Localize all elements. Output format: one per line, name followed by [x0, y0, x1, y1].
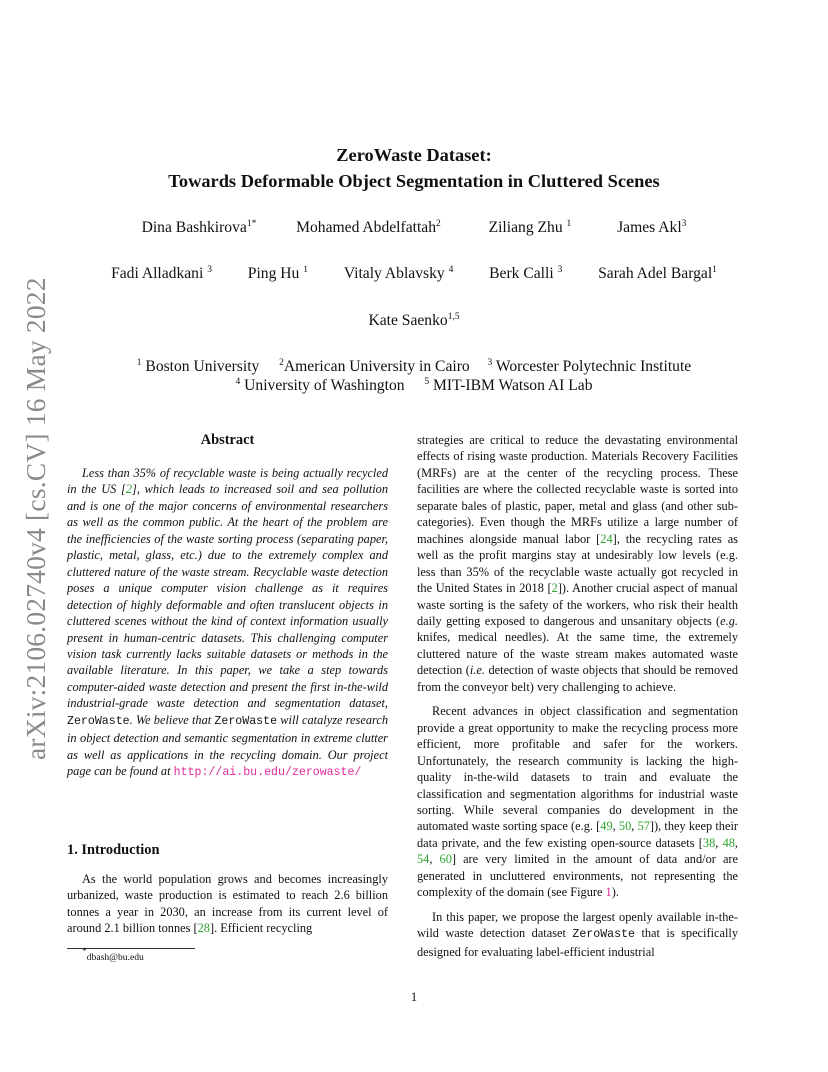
citation-link[interactable]: 2	[551, 581, 558, 596]
section-heading-introduction: 1. Introduction	[67, 842, 160, 858]
citation-link[interactable]: 24	[600, 531, 613, 546]
page-number: 1	[410, 990, 418, 1004]
project-url-link[interactable]: http://ai.bu.edu/zerowaste/	[173, 766, 362, 780]
citation-link[interactable]: 54	[417, 852, 430, 867]
citation-link[interactable]: 50	[618, 819, 632, 834]
citation-link[interactable]: 48	[722, 835, 735, 850]
author: Ping Hu $^1$	[247, 265, 308, 282]
dataset-name: ZeroWaste	[572, 928, 635, 942]
arxiv-stamp: arXiv:2106.02740v4 [cs.CV] 16 May 2022	[20, 277, 51, 760]
paragraph: In this paper, we propose the largest openly available in-the-wild waste detection dataset ZeroWaste that is specifically designed for evaluating label-efficient industrial	[417, 909, 738, 959]
citation-link[interactable]: 60	[439, 852, 452, 867]
abstract-heading: Abstract	[200, 432, 255, 448]
author: Kate Saenko$^{1,5}$	[368, 312, 460, 329]
citation-link[interactable]: 2	[125, 482, 133, 497]
author: Mohamed Abdelfattah$^2$	[296, 219, 441, 236]
author: Ziliang Zhu $^1$	[488, 219, 572, 236]
title-line-1: ZeroWaste Dataset:	[336, 145, 492, 165]
paragraph: Recent advances in object classification and segmentation provide a great opportunity to make the recycling process more efficient, more profitable and safer for the workers. Unfortunately, the research community is lacking the high-quality in-the-wild datasets to train and evaluate the classification and segmentation algorithms for industrial waste sorting. While several companies do development in the automated waste sorting space (e.g. [49, 50, 57]), they keep their data private, and the few existing open-source datasets [38, 48, 54, 60] are very limited in the amount of data and/or are generated in uncluttered environments, not representing the complexity of the domain (see Figure 1).	[417, 704, 739, 900]
paper-title	[0, 142, 828, 194]
author: Fadi Alladkani $^3$	[111, 265, 212, 282]
paragraph: strategies are critical to reduce the devastating environmental effects of rising waste production. Materials Recovery Facilities (MRFs) are at the center of the recycling process. These facilities are where the collected recyclable waste is sorted into separate bales of plastic, paper, metal and glass (and other sub-categories). Even though the MRFs utilize a large number of machines alongside manual labor [24], the recycling rates as well as the profit margins stay at undesirably low levels (e.g. less than 35% of the recyclable waste actually got recycled in the United States in 2018 [2]). Another crucial aspect of manual waste sorting is the safety of the workers, who risk their health daily getting exposed to dangerous and unsanitary objects (e.g. knifes, medical needles). At the same time, the extremely cluttered nature of the waste stream makes automated waste detection (i.e. detection of waste objects that should be removed from the conveyor belt) very challenging to achieve.	[417, 433, 738, 694]
author: Vitaly Ablavsky $^4$	[343, 265, 454, 282]
title-line-2: Towards Deformable Object Segmentation in Cluttered Scenes	[168, 171, 660, 191]
dataset-name: ZeroWaste	[214, 714, 278, 728]
introduction-body	[67, 871, 388, 937]
affiliations-line-2: $^4$ University of Washington $^5$ MIT-IBM Watson AI Lab	[235, 377, 593, 394]
citation-link[interactable]: 28	[197, 921, 210, 936]
citation-link[interactable]: 57	[637, 819, 650, 834]
author: Sarah Adel Bargal$^1$	[598, 265, 717, 282]
author: James Akl$^3$	[617, 219, 687, 236]
affiliations-line-1: $^1$ Boston University $^2$American University in Cairo $^3$ Worcester Polytechnic Institute	[136, 358, 692, 375]
citation-link[interactable]: 38	[702, 835, 716, 850]
abstract-paragraph: Less than 35% of recyclable waste is being actually recycled in the US [2], which leads to increased soil and sea pollution and is one of the major concerns of environmental researchers as well as the common public. At the heart of the problem are the inefficiencies of the waste sorting process (separating paper, plastic, metal, glass, etc.) due to the extremely complex and cluttered nature of the waste stream. Recyclable waste detection poses a unique computer vision challenge as it requires detection of highly deformable and often translucent objects in cluttered scenes without the kind of context information usually present in human-centric datasets. This challenging computer vision task currently lacks suitable datasets or methods in the available literature. In this paper, we take a step towards computer-aided waste detection and present the first in-the-wild industrial-grade waste detection and segmentation dataset, ZeroWaste. We believe that ZeroWaste will catalyze research in object detection and semantic segmentation in extreme clutter as well as applications in the recycling domain. Our project page can be found at http://ai.bu.edu/zerowaste/	[67, 466, 388, 780]
author: Berk Calli $^3$	[489, 265, 563, 282]
intro-paragraph: As the world population grows and becomes increasingly urbanized, waste production is estimated to reach 2.6 billion tonnes a year in 2030, an increase from its current level of around 2.1 billion tonnes [28]. Efficient recycling	[67, 872, 388, 936]
authors-row-3	[0, 312, 828, 330]
right-column-body	[417, 432, 738, 960]
footnote: *dbash@bu.edu	[82, 947, 144, 963]
author: Dina Bashkirova$^{1*}$	[141, 219, 257, 236]
dataset-name: ZeroWaste	[67, 714, 130, 728]
authors-row-1	[0, 219, 828, 237]
citation-link[interactable]: 49	[600, 819, 613, 834]
abstract-body	[67, 465, 388, 782]
figure-ref-link[interactable]: 1	[605, 885, 612, 900]
authors-row-2	[0, 265, 828, 283]
